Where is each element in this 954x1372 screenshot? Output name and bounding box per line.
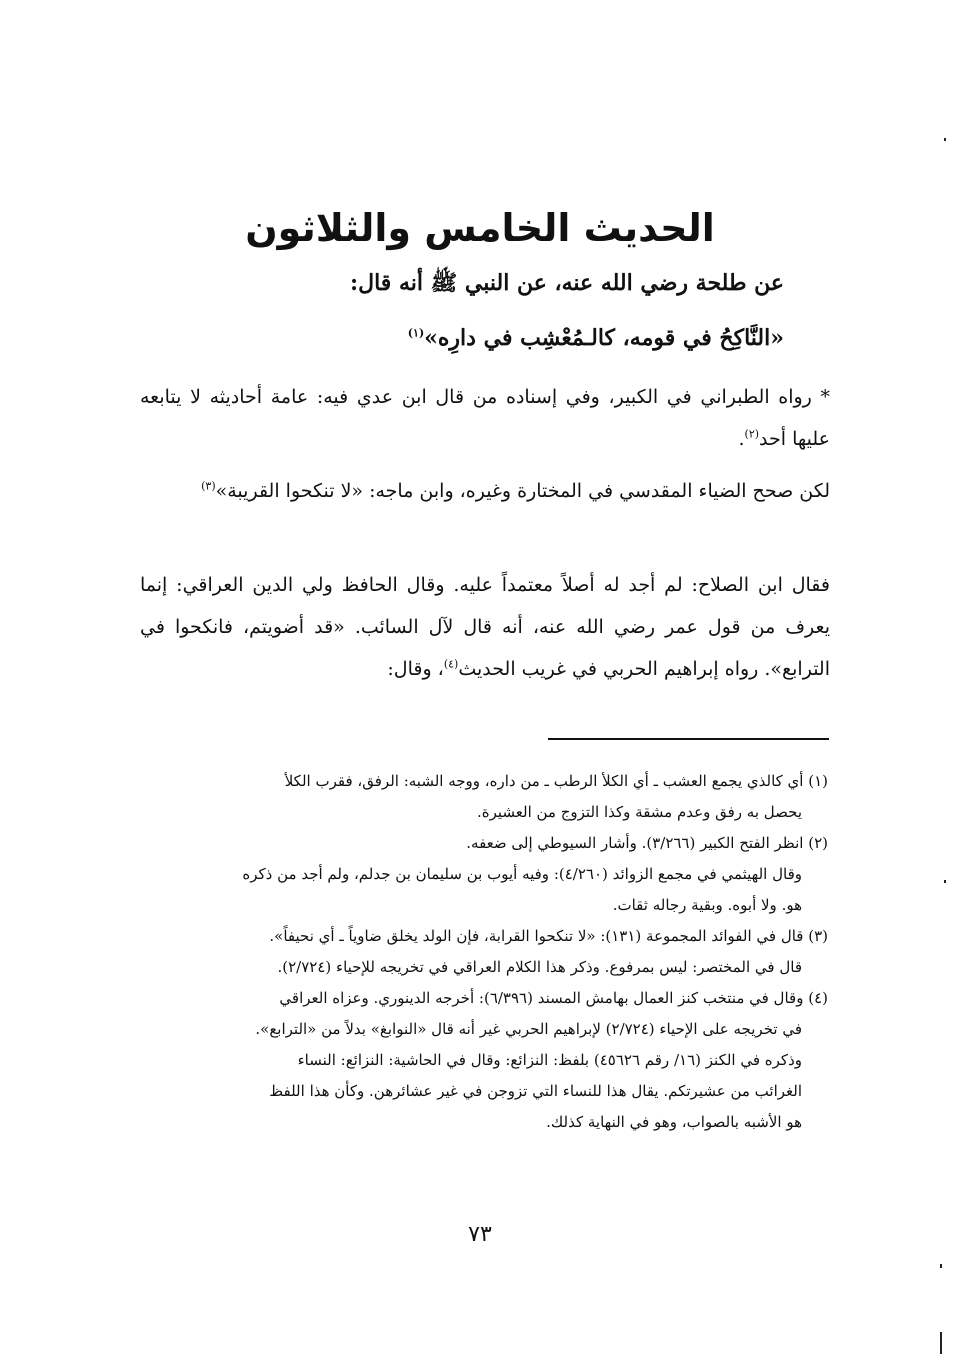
- scan-speck: [944, 880, 946, 883]
- paragraph-tail: ، وقال:: [387, 658, 444, 680]
- footnotes: [148, 766, 828, 1138]
- footnote-1: [148, 766, 828, 828]
- footnote-line: في تخريجه على الإحياء (٢/٧٢٤) لإبراهيم الحربي غير أنه قال «النوابغ» بدلاً من «الترابع».: [255, 1020, 802, 1038]
- scan-speck: [940, 1332, 942, 1354]
- footnote-line: (١) أي كالذي يجمع العشب ـ أي الكلأ الرطب ـ من داره، ووجه الشبه: الرفق، فقرب الكلأ: [284, 772, 828, 790]
- footnote-ref-3[interactable]: (٣): [201, 479, 216, 493]
- footnote-line: هو. ولا أبوه. وبقية رجاله ثقات.: [612, 896, 802, 914]
- footnote-line: قال في المختصر: ليس بمرفوع. وذكر هذا الكلام العراقي في تخريجه للإحياء (٢/٧٢٤).: [277, 958, 802, 976]
- footnote-ref-1[interactable]: (١): [407, 326, 425, 340]
- paragraph-tashih: [140, 470, 830, 512]
- hadith-title: الحديث الخامس والثلاثون: [245, 206, 715, 250]
- footnote-4: [148, 983, 828, 1138]
- footnote-line: يحصل به رفق وعدم مشقة وكذا التزوج من العشيرة.: [476, 803, 802, 821]
- footnote-ref-4[interactable]: (٤): [443, 657, 459, 671]
- footnote-2: [148, 828, 828, 921]
- scan-speck: [944, 138, 946, 141]
- page-number: ٧٣: [468, 1222, 492, 1247]
- paragraph-text: فقال ابن الصلاح: لم أجد له أصلاً معتمداً عليه. وقال الحافظ ولي الدين العراقي: إنما يعرف من قول عمر رضي الله عنه، أنه قال لآل السائب. «قد أضويتم، فانكحوا في الترابع». رواه إبراهيم الحربي في غريب الحديث: [140, 574, 830, 680]
- scan-speck: [940, 1264, 942, 1268]
- footnote-line: وقال الهيثمي في مجمع الزوائد (٤/٢٦٠): وفيه أيوب بن سليمان بن جدلم، ولم أجد من ذكره: [242, 865, 802, 883]
- footnote-line: (٤) وقال في منتخب كنز العمال بهامش المسند (٦/٣٩٦): أخرجه الدينوري. وعزاه العراقي: [279, 989, 828, 1007]
- footnote-line: (٢) انظر الفتح الكبير (٣/٢٦٦). وأشار السيوطي إلى ضعفه.: [466, 834, 828, 852]
- footnote-separator: [548, 738, 829, 740]
- hadith-quote: «النَّاكِحُ في قومه، كالـمُعْشِب في دارِه»: [424, 325, 784, 351]
- footnote-line: (٣) قال في الفوائد المجموعة (١٣١): «لا تنكحوا القرابة، فإن الولد يخلق ضاوياً ـ أي نحيفاً».: [269, 927, 828, 945]
- paragraph-text: لكن صحح الضياء المقدسي في المختارة وغيره، وابن ماجه: «لا تنكحوا القريبة»: [215, 480, 830, 502]
- footnote-line: هو الأشبه بالصواب، وهو في النهاية كذلك.: [546, 1113, 802, 1131]
- hadith-intro: عن طلحة رضي الله عنه، عن النبي ﷺ أنه قال:: [349, 270, 784, 296]
- footnote-line: وذكره في الكنز (١٦/ رقم ٤٥٦٢٦) بلفظ: النزائع: وقال في الحاشية: النزائع: النساء: [297, 1051, 802, 1069]
- paragraph-tail: .: [738, 428, 745, 450]
- footnote-ref-2[interactable]: (٢): [744, 427, 760, 441]
- hadith-text: [140, 318, 784, 358]
- footnote-3: [148, 921, 828, 983]
- paragraph-takhrij: [140, 376, 830, 460]
- footnote-line: الغرائب من عشيرتكم. يقال هذا للنساء التي تزوجن في غير عشائرهن. وكأن هذا اللفظ: [269, 1082, 802, 1100]
- paragraph-text: * رواه الطبراني في الكبير، وفي إسناده من قال ابن عدي فيه: عامة أحاديثه لا يتابعه عليها أحد: [140, 386, 830, 450]
- paragraph-ibn-salah: [140, 564, 830, 690]
